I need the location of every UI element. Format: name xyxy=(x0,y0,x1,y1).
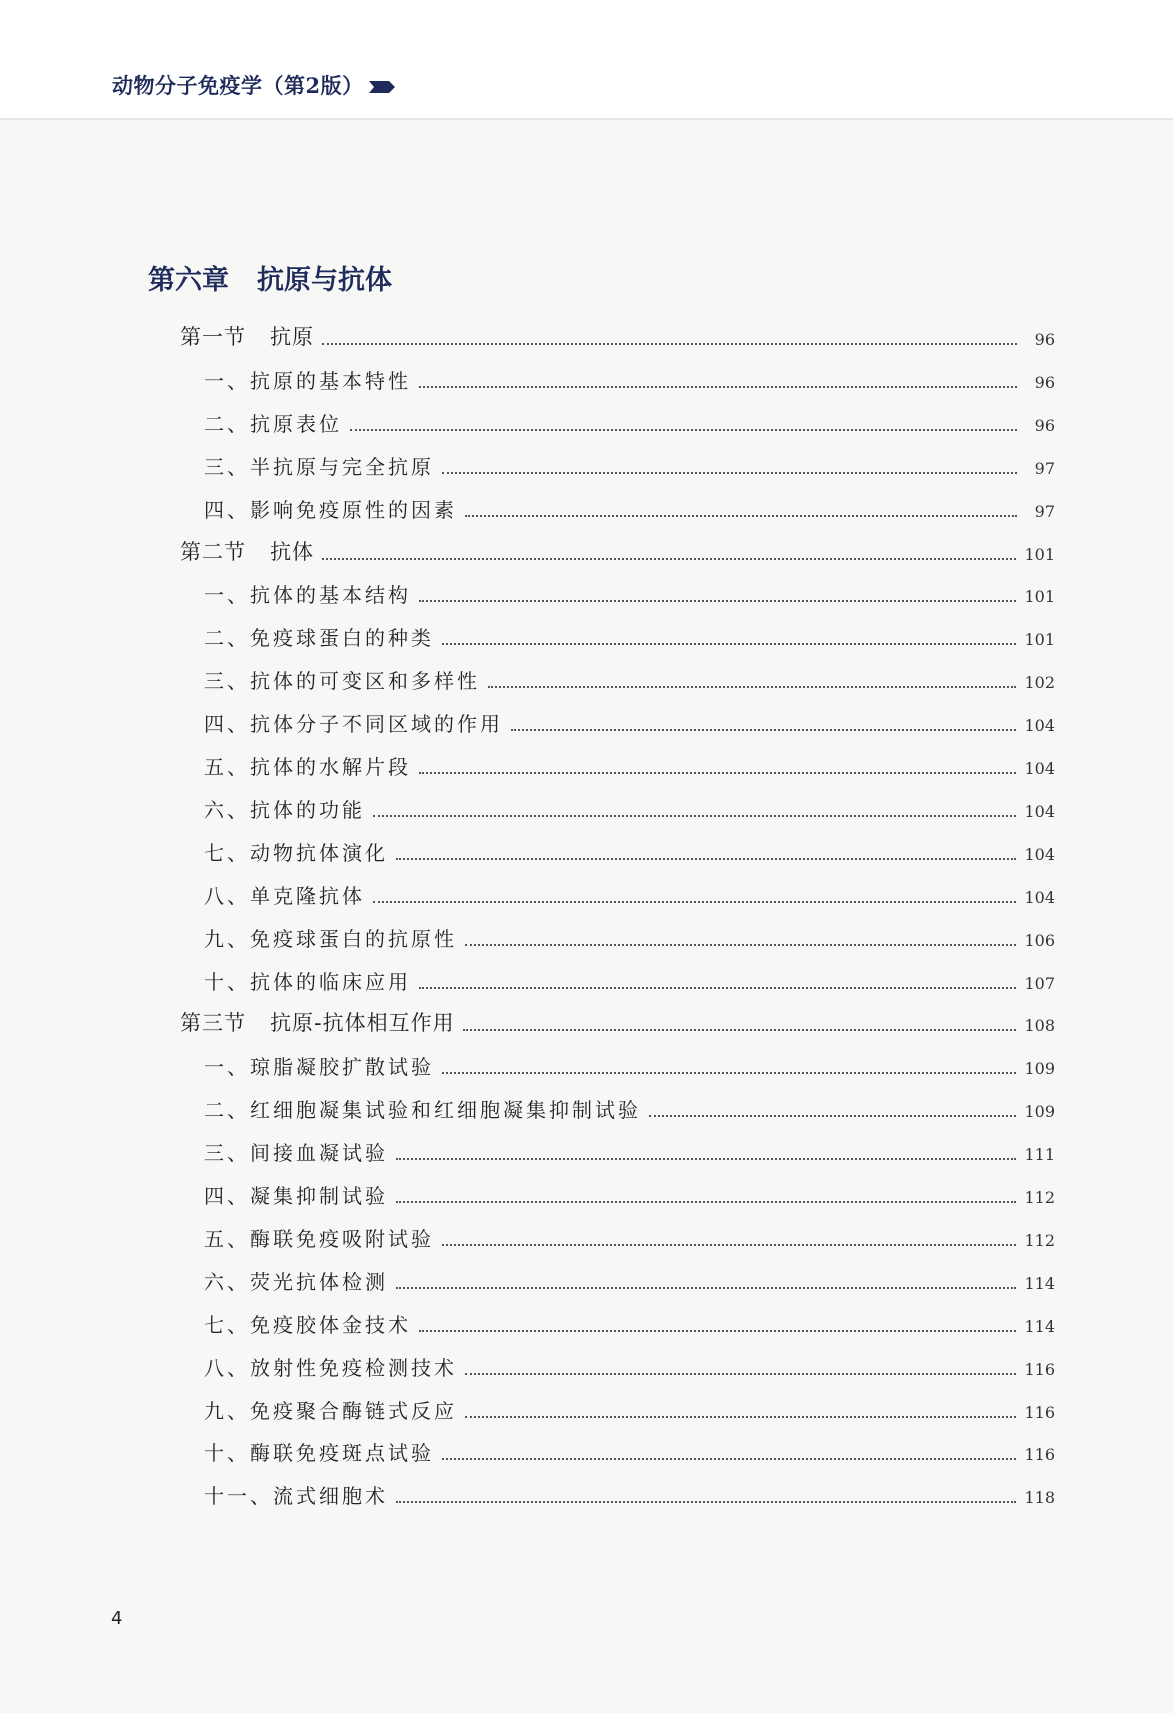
toc-page-number: 96 xyxy=(1034,372,1055,392)
toc-item-label: 二、免疫球蛋白的种类 xyxy=(204,626,434,651)
dot-leader xyxy=(488,685,1016,688)
dot-leader xyxy=(465,1372,1016,1375)
toc-item-row[interactable] xyxy=(204,1394,1055,1424)
toc-item-label: 七、动物抗体演化 xyxy=(204,840,388,865)
toc-page-number: 106 xyxy=(1024,930,1055,950)
toc-page-number: 104 xyxy=(1024,844,1055,864)
toc-item-row[interactable] xyxy=(204,836,1055,866)
chapter-number: 第六章 xyxy=(148,265,229,296)
toc-item-label: 六、荧光抗体检测 xyxy=(204,1269,388,1294)
toc-section-title: 抗体 xyxy=(270,539,314,564)
toc-item-row[interactable] xyxy=(204,879,1055,909)
dot-leader xyxy=(396,857,1016,860)
toc-item-row[interactable] xyxy=(204,965,1055,995)
dot-leader xyxy=(350,428,1017,431)
toc-item-label: 一、琼脂凝胶扩散试验 xyxy=(204,1055,434,1080)
dot-leader xyxy=(396,1286,1016,1289)
toc-item-label: 四、凝集抑制试验 xyxy=(204,1184,388,1208)
toc-item-label: 三、抗体的可变区和多样性 xyxy=(204,669,480,694)
toc-item-row[interactable] xyxy=(204,1222,1055,1252)
toc-page-number: 102 xyxy=(1024,673,1055,693)
book-title: 动物分子免疫学（第2版） xyxy=(112,73,364,98)
dot-leader xyxy=(419,385,1017,388)
toc-item-label: 二、红细胞凝集试验和红细胞凝集抑制试验 xyxy=(204,1098,641,1123)
toc-section-row[interactable] xyxy=(180,536,1055,566)
toc-item-label: 九、免疫球蛋白的抗原性 xyxy=(204,926,457,951)
toc-item-label: 八、单克隆抗体 xyxy=(204,883,365,908)
toc-section-number: 第二节 xyxy=(180,539,246,564)
toc-page-number: 109 xyxy=(1024,1102,1055,1122)
toc-item-label: 三、间接血凝试验 xyxy=(204,1141,388,1166)
toc-page-number: 112 xyxy=(1024,1188,1055,1207)
dot-leader xyxy=(442,1457,1016,1460)
toc-section-title: 抗原-抗体相互作用 xyxy=(270,1011,455,1036)
toc-page-number: 118 xyxy=(1024,1488,1055,1508)
toc-page-number: 104 xyxy=(1024,759,1055,778)
toc-item-row[interactable] xyxy=(204,1265,1055,1295)
toc-item-row[interactable] xyxy=(204,621,1055,651)
dot-leader xyxy=(396,1157,1016,1160)
toc-section-title: 抗原 xyxy=(270,325,314,349)
toc-item-row[interactable] xyxy=(204,450,1055,480)
toc-page-number: 104 xyxy=(1024,887,1055,907)
toc-page-number: 116 xyxy=(1024,1402,1055,1422)
toc-page-number: 96 xyxy=(1034,330,1055,349)
page-number: 4 xyxy=(111,1608,123,1629)
toc-page-number: 101 xyxy=(1024,544,1055,564)
toc-item-label: 十、酶联免疫斑点试验 xyxy=(204,1441,434,1466)
dot-leader xyxy=(463,1028,1017,1031)
toc-page-number: 109 xyxy=(1024,1059,1055,1079)
toc-item-row[interactable] xyxy=(204,1479,1055,1509)
dot-leader xyxy=(511,728,1016,731)
toc-section-row[interactable] xyxy=(180,1007,1055,1037)
toc-item-row[interactable] xyxy=(204,1179,1055,1209)
toc-section-number: 第三节 xyxy=(180,1011,246,1036)
dot-leader xyxy=(649,1114,1016,1117)
dot-leader xyxy=(322,557,1016,560)
toc-section-row[interactable] xyxy=(180,321,1055,351)
toc-item-label: 一、抗体的基本结构 xyxy=(204,583,411,608)
toc-item-row[interactable] xyxy=(204,578,1055,608)
toc-item-row[interactable] xyxy=(204,707,1055,737)
dot-leader xyxy=(419,1329,1016,1332)
toc-item-label: 五、酶联免疫吸附试验 xyxy=(204,1226,434,1251)
toc-section-label xyxy=(180,536,314,566)
dot-leader xyxy=(419,771,1016,774)
chapter-title: 抗原与抗体 xyxy=(257,265,392,296)
dot-leader xyxy=(322,342,1017,345)
toc-page-number: 111 xyxy=(1024,1145,1055,1165)
toc-item-label: 四、抗体分子不同区域的作用 xyxy=(204,712,503,737)
toc-item-label: 四、影响免疫原性的因素 xyxy=(204,497,457,522)
toc-item-row[interactable] xyxy=(204,1136,1055,1166)
toc-item-row[interactable] xyxy=(204,364,1055,394)
toc-page-number: 104 xyxy=(1024,716,1055,736)
toc-page-number: 114 xyxy=(1024,1273,1055,1293)
toc-item-row[interactable] xyxy=(204,493,1055,523)
toc-item-row[interactable] xyxy=(204,407,1055,437)
dot-leader xyxy=(442,1243,1016,1246)
dot-leader xyxy=(465,1415,1016,1418)
toc-item-row[interactable] xyxy=(204,793,1055,823)
toc-item-label: 八、放射性免疫检测技术 xyxy=(204,1355,457,1380)
toc-page-number: 96 xyxy=(1034,415,1055,435)
toc-item-label: 一、抗原的基本特性 xyxy=(204,368,411,393)
toc-item-label: 五、抗体的水解片段 xyxy=(204,755,411,779)
toc-item-label: 十、抗体的临床应用 xyxy=(204,969,411,994)
toc-page-number: 116 xyxy=(1024,1445,1055,1465)
toc-item-row[interactable] xyxy=(204,1093,1055,1123)
toc-item-row[interactable] xyxy=(204,922,1055,952)
toc-section-label xyxy=(180,321,314,351)
toc-item-row[interactable] xyxy=(204,1050,1055,1080)
toc-item-row[interactable] xyxy=(204,1436,1055,1466)
dot-leader xyxy=(465,943,1016,946)
dot-leader xyxy=(442,1071,1016,1074)
dot-leader xyxy=(419,599,1016,602)
toc-page-number: 114 xyxy=(1024,1316,1055,1336)
toc-item-row[interactable] xyxy=(204,664,1055,694)
toc-section-number: 第一节 xyxy=(180,325,246,349)
toc-item-label: 三、半抗原与完全抗原 xyxy=(204,454,434,479)
toc-item-label: 七、免疫胶体金技术 xyxy=(204,1312,411,1337)
toc-page-number: 104 xyxy=(1024,801,1055,821)
toc-page-number: 101 xyxy=(1024,630,1055,650)
toc-item-label: 二、抗原表位 xyxy=(204,411,342,436)
toc-item-row[interactable] xyxy=(204,750,1055,780)
dot-leader xyxy=(465,514,1017,517)
toc-item-row[interactable] xyxy=(204,1308,1055,1338)
toc-page-number: 107 xyxy=(1024,973,1055,993)
toc-section-label xyxy=(180,1007,455,1037)
toc-page-number: 97 xyxy=(1034,458,1055,478)
toc-item-label: 六、抗体的功能 xyxy=(204,797,365,822)
toc-item-row[interactable] xyxy=(204,1351,1055,1381)
toc-page-number: 101 xyxy=(1024,587,1055,607)
dot-leader xyxy=(396,1200,1016,1203)
toc-item-label: 九、免疫聚合酶链式反应 xyxy=(204,1398,457,1423)
dot-leader xyxy=(442,471,1017,474)
toc-page-number: 97 xyxy=(1034,501,1055,521)
toc-page-number: 116 xyxy=(1024,1359,1055,1379)
toc-page-number: 112 xyxy=(1024,1230,1055,1250)
dot-leader xyxy=(442,642,1016,645)
dot-leader xyxy=(373,900,1016,903)
dot-leader xyxy=(396,1500,1016,1503)
dot-leader xyxy=(373,814,1016,817)
toc-page-number: 108 xyxy=(1024,1016,1055,1036)
toc-item-label: 十一、流式细胞术 xyxy=(204,1484,388,1509)
dot-leader xyxy=(419,986,1016,989)
